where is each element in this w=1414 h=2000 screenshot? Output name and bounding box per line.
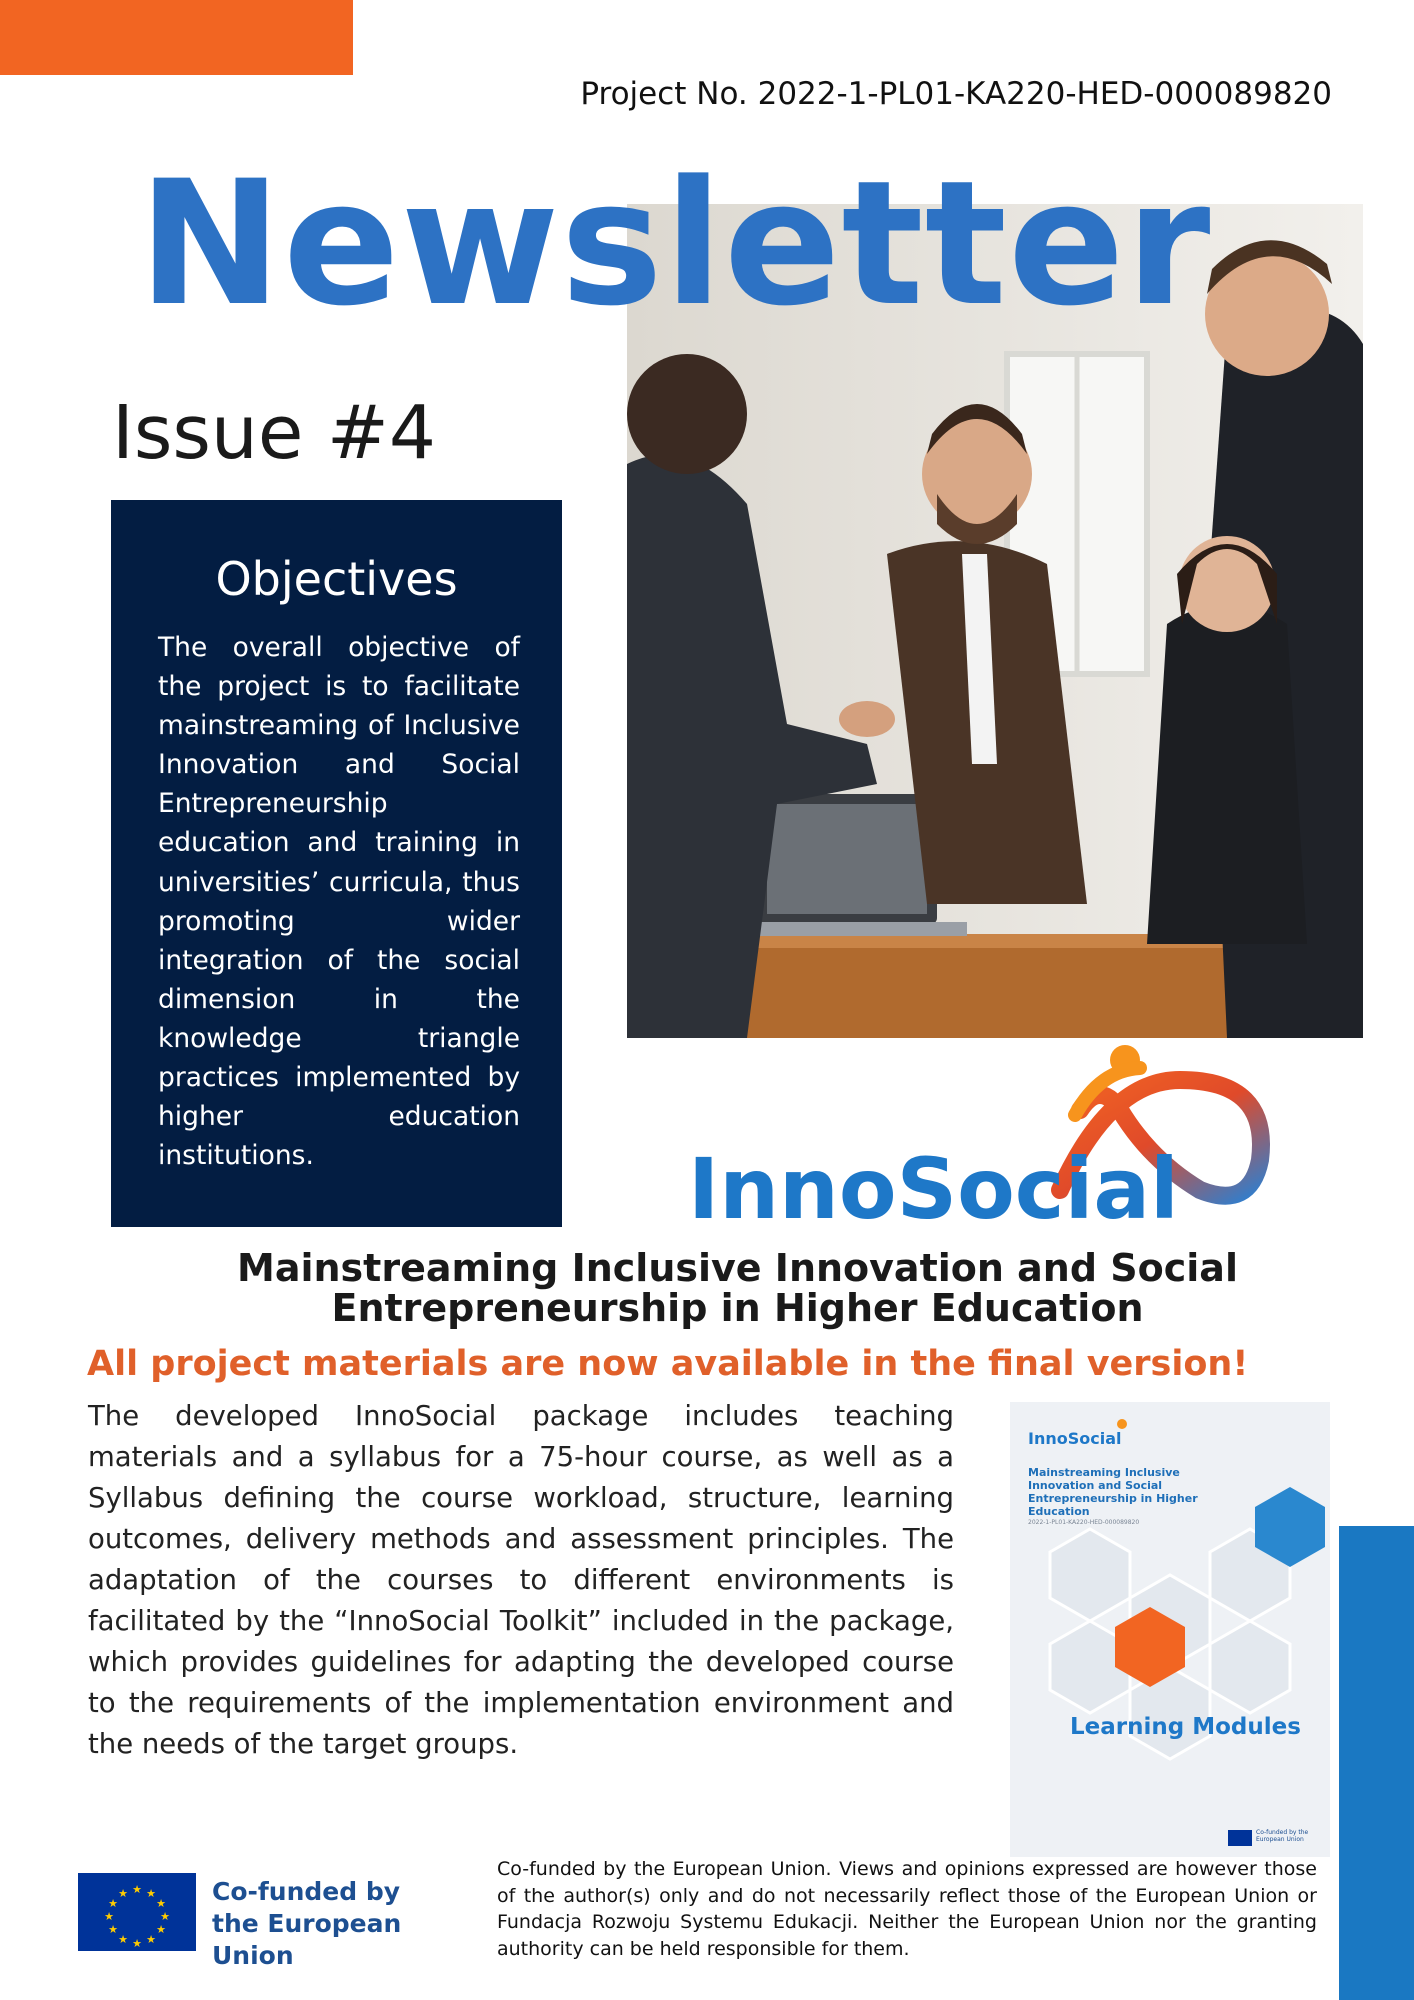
svg-text:★: ★ [156, 1897, 166, 1910]
eu-flag-icon [78, 1873, 196, 1951]
svg-text:★: ★ [160, 1910, 170, 1923]
innosocial-logo [680, 1040, 1280, 1230]
subtitle-line-2: Entrepreneurship in Higher Education [331, 1286, 1144, 1330]
eu-line-2: the European Union [212, 1909, 402, 1970]
side-accent-bar [1339, 1526, 1414, 2000]
svg-text:★: ★ [118, 1887, 128, 1900]
cover-logo: InnoSocial [1028, 1429, 1122, 1448]
svg-text:★: ★ [156, 1923, 166, 1936]
newsletter-title: Newsletter [138, 143, 1212, 344]
project-number: Project No. 2022-1-PL01-KA220-HED-000089820 [580, 76, 1332, 112]
cover-learning-modules: Learning Modules [1070, 1714, 1301, 1740]
objectives-heading: Objectives [215, 552, 458, 606]
announcement-highlight: All project materials are now available in the final version! [87, 1344, 1249, 1384]
cover-illustration [1010, 1402, 1330, 1857]
eu-line-1: Co-funded by [212, 1877, 401, 1906]
logo-text: InnoSocial [688, 1140, 1179, 1230]
svg-text:★: ★ [118, 1933, 128, 1946]
objectives-panel [111, 500, 562, 1227]
svg-text:★: ★ [108, 1897, 118, 1910]
top-accent-bar [0, 0, 353, 75]
svg-text:★: ★ [132, 1883, 142, 1896]
subtitle-line-1: Mainstreaming Inclusive Innovation and Social [237, 1246, 1238, 1290]
eu-cofunded-label [212, 1876, 477, 1972]
svg-text:★: ★ [104, 1910, 114, 1923]
cover-eu-label: Co-funded by the European Union [1256, 1829, 1309, 1843]
svg-text:★: ★ [146, 1887, 156, 1900]
objectives-text: The overall objective of the project is to facilitate mainstreaming of Inclusive Innovation and Social Entrepreneurship education and training in universities’ curricula, thus promoting wider integration of the social dimension in the knowledge triangle practices implemented by higher education institutions. [158, 632, 520, 1172]
cover-title: Mainstreaming Inclusive Innovation and Social Entrepreneurship in Higher Education [1028, 1466, 1198, 1518]
svg-text:★: ★ [108, 1923, 118, 1936]
svg-text:★: ★ [132, 1937, 142, 1950]
project-subtitle [180, 1248, 1295, 1328]
issue-number: Issue #4 [112, 390, 436, 476]
funding-disclaimer: Co-funded by the European Union. Views and opinions expressed are however those of the author(s) only and do not necessarily reflect those of the European Union or Fundacja Rozwoju Systemu Edukacji. Neither the European Union nor the granting authority can be held responsible for them. [497, 1858, 1317, 1960]
package-description: The developed InnoSocial package includes teaching materials and a syllabus for a 75-hour course, as well as a Syllabus defining the course workload, structure, learning outcomes, delivery methods and assessment principles. The adaptation of the courses to different environments is facilitated by the “InnoSocial Toolkit” included in the package, which provides guidelines for adapting the developed course to the requirements of the implementation environment and the needs of the target groups. [88, 1400, 954, 1760]
infinity-logo-icon [680, 1040, 1280, 1230]
cover-project-no: 2022-1-PL01-KA220-HED-000089820 [1028, 1519, 1140, 1526]
svg-text:★: ★ [146, 1933, 156, 1946]
learning-modules-cover [1010, 1402, 1330, 1857]
